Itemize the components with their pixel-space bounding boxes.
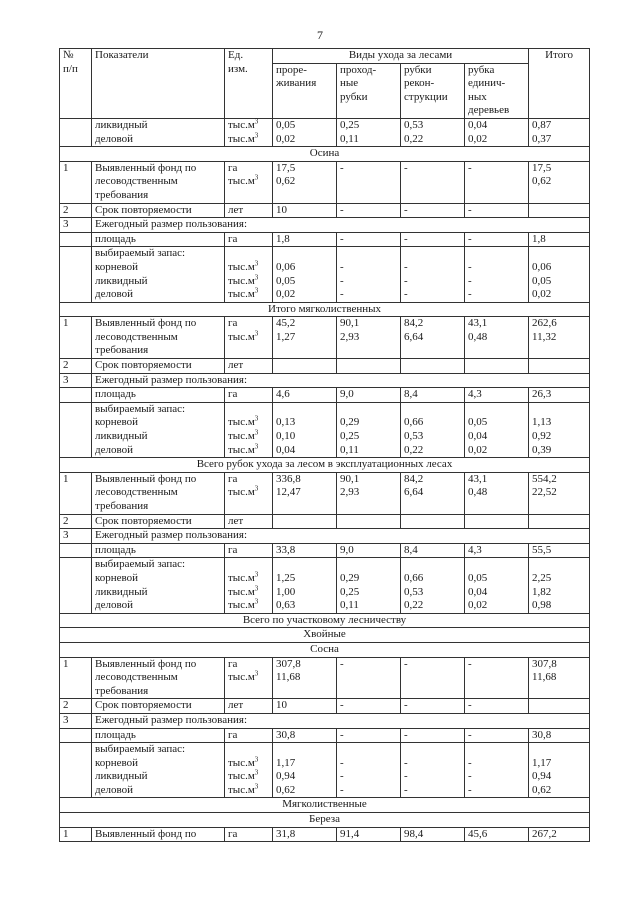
value-cell: - [465,161,529,203]
unit-cell: $тыс.м^3$ $тыс.м^3$ $тыс.м^3$ [225,743,273,798]
value-cell [465,514,529,529]
total-cell [529,203,590,218]
unit-cell: га [225,543,273,558]
value-cell: - [337,699,401,714]
row-number [60,728,92,743]
value-cell: - [337,203,401,218]
row-label: Ежегодный размер пользования: [92,529,590,544]
value-cell: 0,05 0,04 0,02 [465,558,529,613]
value-cell: - [401,728,465,743]
col-header-care-kinds: Виды ухода за лесами [273,49,529,64]
row-number: 2 [60,699,92,714]
col-header-unit: Ед. изм. [225,49,273,119]
value-cell: 0,05 0,04 0,02 [465,402,529,457]
total-cell: 0,87 0,37 [529,118,590,146]
section-heading-row [60,642,590,657]
row-number: 3 [60,529,92,544]
value-cell: 10 [273,203,337,218]
unit-cell: $тыс.м^3$ $тыс.м^3$ $тыс.м^3$ [225,247,273,302]
row-label: ликвидный деловой [92,118,225,146]
row-label: Срок повторяемости [92,699,225,714]
value-cell: 1,17 0,94 0,62 [273,743,337,798]
section-heading-row [60,613,590,628]
row-number [60,232,92,247]
forest-care-table [59,48,590,842]
table-row [60,728,590,743]
total-cell [529,359,590,374]
table-row [60,359,590,374]
value-cell: - [401,161,465,203]
row-label: выбираемый запас: корневой ликвидный деловой [92,402,225,457]
row-number: 1 [60,657,92,699]
col-header-thinning: проре- живания [273,63,337,118]
table-row [60,543,590,558]
value-cell: 0,29 0,25 0,11 [337,402,401,457]
value-cell: 0,66 0,53 0,22 [401,402,465,457]
value-cell: - [465,203,529,218]
total-cell: 1,17 0,94 0,62 [529,743,590,798]
section-heading: Береза [60,813,590,828]
value-cell: - [465,699,529,714]
unit-cell: $тыс.м^3$ $тыс.м^3$ $тыс.м^3$ [225,402,273,457]
row-number: 3 [60,373,92,388]
unit-cell: га [225,232,273,247]
unit-cell: $тыс.м^3$ $тыс.м^3$ $тыс.м^3$ [225,558,273,613]
row-label: выбираемый запас: корневой ликвидный деловой [92,743,225,798]
row-number: 2 [60,203,92,218]
col-header-reconstruction-cutting: рубки рекон- струкции [401,63,465,118]
table-row [60,743,590,798]
value-cell: 43,1 0,48 [465,472,529,514]
section-heading-row [60,798,590,813]
section-heading: Всего по участковому лесничеству [60,613,590,628]
row-label: Ежегодный размер пользования: [92,713,590,728]
value-cell: 31,8 [273,827,337,842]
total-cell: 267,2 [529,827,590,842]
row-number: 2 [60,514,92,529]
value-cell: - [465,728,529,743]
value-cell: 8,4 [401,388,465,403]
value-cell: 307,8 11,68 [273,657,337,699]
total-cell: 30,8 [529,728,590,743]
unit-cell: лет [225,359,273,374]
value-cell: - - - [465,247,529,302]
col-header-single-tree-cutting: рубка единич- ных деревьев [465,63,529,118]
total-cell: 262,6 11,32 [529,317,590,359]
value-cell: - [401,657,465,699]
value-cell: 90,1 2,93 [337,317,401,359]
value-cell: 9,0 [337,543,401,558]
value-cell [337,359,401,374]
value-cell: 33,8 [273,543,337,558]
row-number [60,247,92,302]
value-cell: 98,4 [401,827,465,842]
section-heading: Сосна [60,642,590,657]
section-heading-row [60,302,590,317]
total-cell: 307,8 11,68 [529,657,590,699]
col-header-passage-cutting: проход- ные рубки [337,63,401,118]
row-label: площадь [92,388,225,403]
row-number [60,388,92,403]
value-cell: - [465,232,529,247]
value-cell: - - - [401,743,465,798]
value-cell: - [337,161,401,203]
row-label: Выявленный фонд по лесоводственным требования [92,472,225,514]
row-label: Срок повторяемости [92,203,225,218]
unit-cell: га [225,388,273,403]
value-cell: 90,1 2,93 [337,472,401,514]
value-cell [401,514,465,529]
table-row [60,203,590,218]
value-cell: 0,05 0,02 [273,118,337,146]
value-cell: - [401,699,465,714]
table-row [60,529,590,544]
value-cell: 0,53 0,22 [401,118,465,146]
row-label: Выявленный фонд по [92,827,225,842]
table-row [60,713,590,728]
value-cell: 0,29 0,25 0,11 [337,558,401,613]
value-cell: - [337,728,401,743]
unit-cell: га $тыс.м^3$ [225,317,273,359]
row-number [60,743,92,798]
table-row [60,402,590,457]
row-label: Ежегодный размер пользования: [92,218,590,233]
row-number: 3 [60,218,92,233]
row-number: 1 [60,472,92,514]
unit-cell: га [225,827,273,842]
row-number: 1 [60,161,92,203]
value-cell: 4,3 [465,388,529,403]
unit-cell: лет [225,203,273,218]
value-cell: 84,2 6,64 [401,472,465,514]
table-row [60,514,590,529]
unit-cell: лет [225,514,273,529]
total-cell: 1,13 0,92 0,39 [529,402,590,457]
value-cell: - - - [337,247,401,302]
value-cell: 0,13 0,10 0,04 [273,402,337,457]
total-cell: 2,25 1,82 0,98 [529,558,590,613]
total-cell [529,514,590,529]
value-cell: 0,06 0,05 0,02 [273,247,337,302]
row-number: 1 [60,317,92,359]
value-cell: 9,0 [337,388,401,403]
table-row [60,657,590,699]
table-row [60,472,590,514]
page-number: 7 [317,28,323,42]
section-heading-row [60,458,590,473]
table-row [60,558,590,613]
section-heading: Всего рубок ухода за лесом в эксплуатационных лесах [60,458,590,473]
row-label: выбираемый запас: корневой ликвидный деловой [92,247,225,302]
value-cell: 1,25 1,00 0,63 [273,558,337,613]
value-cell: - [401,203,465,218]
table-row [60,317,590,359]
value-cell: - [401,232,465,247]
row-number: 3 [60,713,92,728]
total-cell: 55,5 [529,543,590,558]
unit-cell: $тыс.м^3$ $тыс.м^3$ [225,118,273,146]
unit-cell: га [225,728,273,743]
unit-cell: га $тыс.м^3$ [225,472,273,514]
value-cell: 0,25 0,11 [337,118,401,146]
col-header-indicators: Показатели [92,49,225,119]
row-label: Срок повторяемости [92,359,225,374]
row-label: площадь [92,543,225,558]
table-row [60,388,590,403]
table-row [60,373,590,388]
table-row [60,218,590,233]
unit-cell: лет [225,699,273,714]
value-cell: 30,8 [273,728,337,743]
table-row [60,118,590,146]
row-number: 1 [60,827,92,842]
unit-cell: га $тыс.м^3$ [225,657,273,699]
row-number: 2 [60,359,92,374]
section-heading: Осина [60,147,590,162]
row-label: Срок повторяемости [92,514,225,529]
table-row [60,161,590,203]
value-cell [273,359,337,374]
value-cell: 0,66 0,53 0,22 [401,558,465,613]
row-label: Выявленный фонд по лесоводственным требования [92,161,225,203]
total-cell: 554,2 22,52 [529,472,590,514]
total-cell [529,699,590,714]
value-cell: 8,4 [401,543,465,558]
row-number [60,558,92,613]
section-heading-row [60,628,590,643]
section-heading-row [60,147,590,162]
value-cell: 91,4 [337,827,401,842]
row-label: площадь [92,728,225,743]
value-cell: 45,2 1,27 [273,317,337,359]
value-cell: - [337,232,401,247]
value-cell: - [337,657,401,699]
value-cell [337,514,401,529]
section-heading: Мягколиственные [60,798,590,813]
value-cell [273,514,337,529]
table-row [60,827,590,842]
row-label: Выявленный фонд по лесоводственным требования [92,657,225,699]
row-number [60,402,92,457]
section-heading: Итого мягколиственных [60,302,590,317]
total-cell: 0,06 0,05 0,02 [529,247,590,302]
col-header-number: № п/п [60,49,92,119]
value-cell: - [465,657,529,699]
row-label: Выявленный фонд по лесоводственным требования [92,317,225,359]
section-heading: Хвойные [60,628,590,643]
unit-cell: га $тыс.м^3$ [225,161,273,203]
value-cell: - - - [401,247,465,302]
value-cell [465,359,529,374]
value-cell: - - - [465,743,529,798]
value-cell: 4,3 [465,543,529,558]
row-number [60,118,92,146]
row-label: площадь [92,232,225,247]
value-cell: 84,2 6,64 [401,317,465,359]
total-cell: 17,5 0,62 [529,161,590,203]
table-row [60,247,590,302]
col-header-total: Итого [529,49,590,119]
value-cell: 10 [273,699,337,714]
table-row [60,232,590,247]
value-cell: 4,6 [273,388,337,403]
row-label: выбираемый запас: корневой ликвидный деловой [92,558,225,613]
total-cell: 26,3 [529,388,590,403]
row-label: Ежегодный размер пользования: [92,373,590,388]
value-cell: 0,04 0,02 [465,118,529,146]
value-cell: 336,8 12,47 [273,472,337,514]
table-row [60,699,590,714]
row-number [60,543,92,558]
value-cell: - - - [337,743,401,798]
value-cell: 17,5 0,62 [273,161,337,203]
value-cell [401,359,465,374]
value-cell: 43,1 0,48 [465,317,529,359]
value-cell: 45,6 [465,827,529,842]
value-cell: 1,8 [273,232,337,247]
total-cell: 1,8 [529,232,590,247]
section-heading-row [60,813,590,828]
